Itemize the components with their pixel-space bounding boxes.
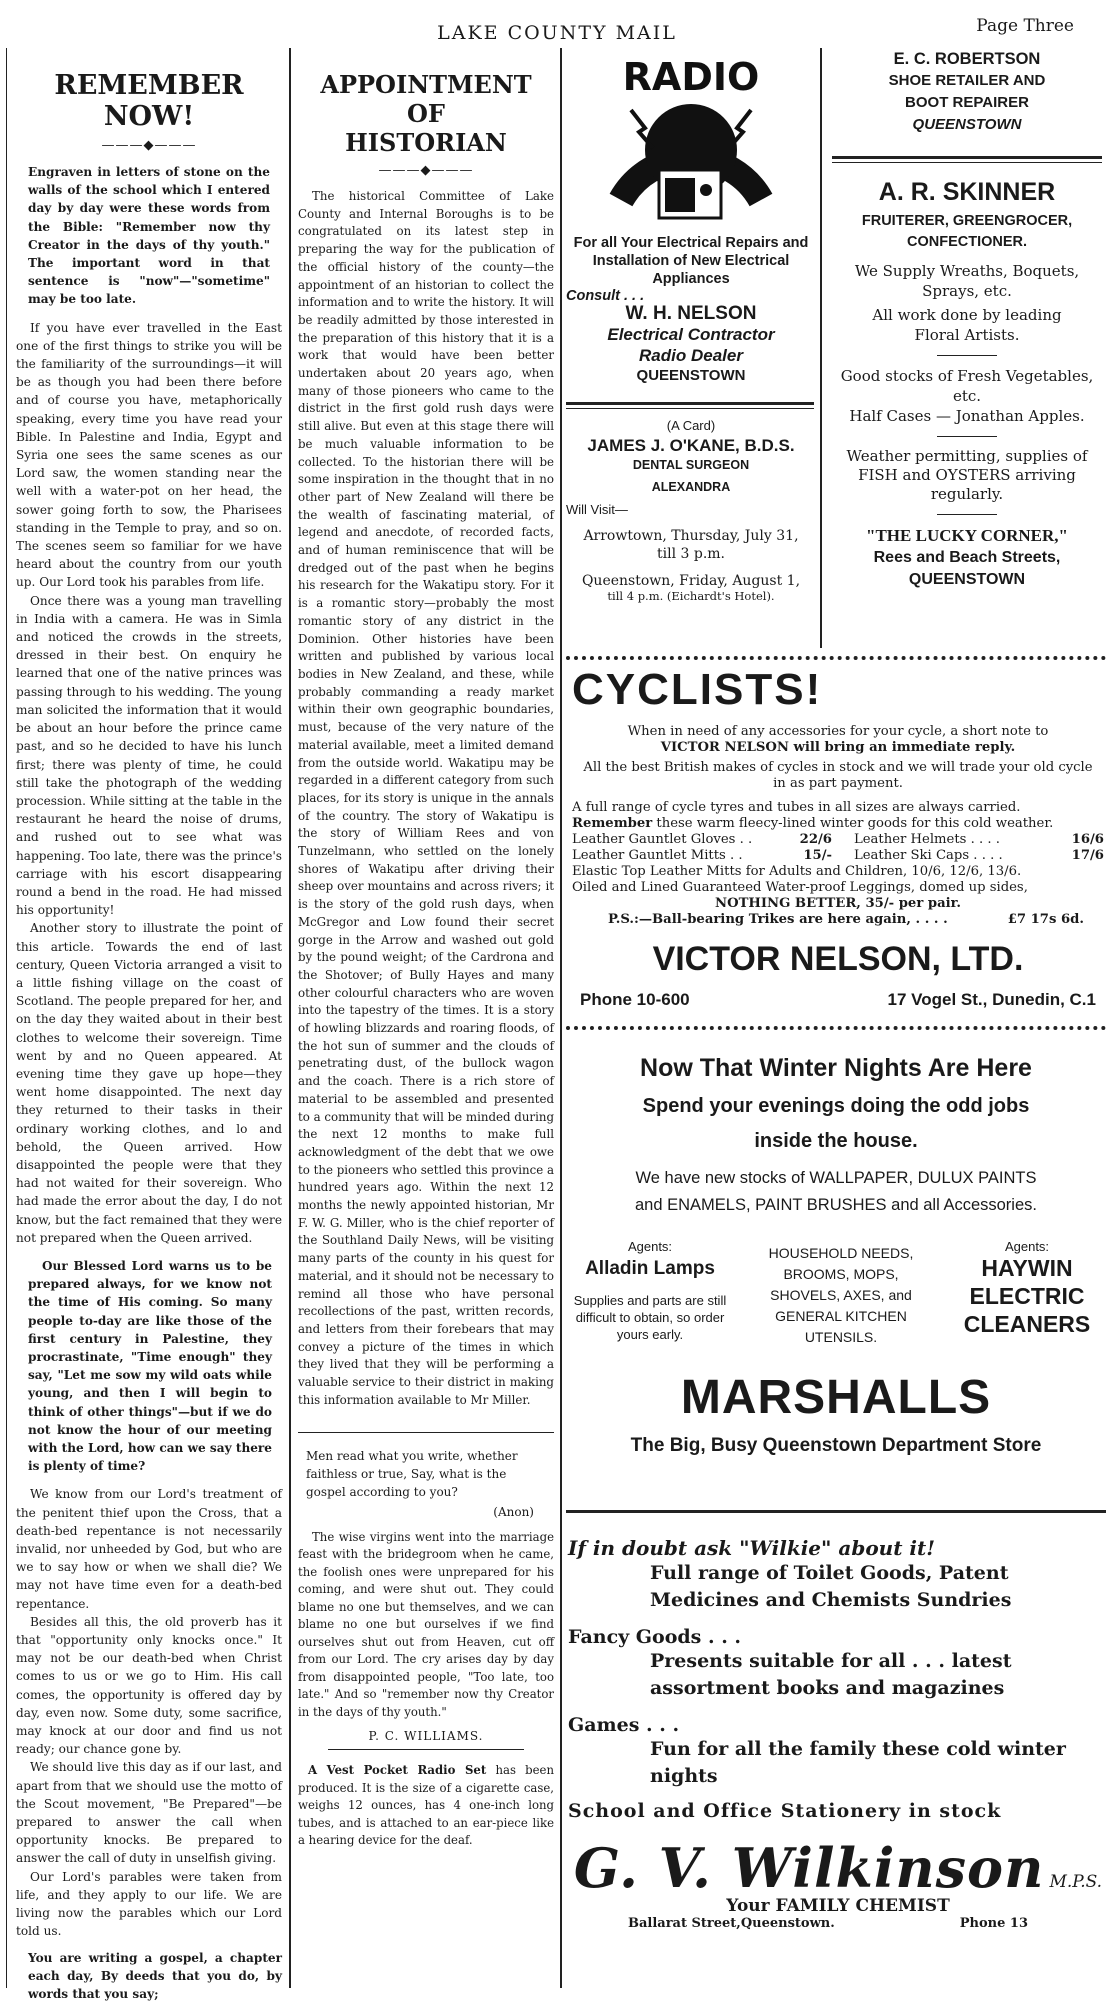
marshalls-headline: Now That Winter Nights Are Here xyxy=(566,1054,1106,1083)
wilkie-line: Presents suitable for all . . . latest assortment books and magazines xyxy=(650,1648,1108,1702)
poem: Men read what you write, whether faithless or true, Say, what is the gospel according to you? xyxy=(298,1447,554,1501)
skinner-work: All work done by leading Floral Artists. xyxy=(826,305,1108,345)
divider xyxy=(328,1749,524,1750)
marshalls-stocks: and ENAMELS, PAINT BRUSHES and all Accessories. xyxy=(566,1196,1106,1215)
haywin-block xyxy=(952,1239,1102,1348)
wilkie-line: Fun for all the family these cold winter nights xyxy=(650,1736,1108,1790)
ad-line: SHOE RETAILER AND xyxy=(826,70,1108,92)
marshalls-name: MARSHALLS xyxy=(566,1370,1106,1425)
article-body xyxy=(16,319,282,1247)
dentist-town: ALEXANDRA xyxy=(566,480,816,494)
paragraph: Our Lord's parables were taken from life, and they apply to our life. We are living now the parables which our Lord told us. xyxy=(16,1868,282,1941)
wilkie-heading: Games . . . xyxy=(568,1714,1108,1736)
wilkie-heading: Fancy Goods . . . xyxy=(568,1626,1108,1648)
paragraph: If you have ever travelled in the East one of the first things to strike you will be the familiarity of the surroundings—it will be as though you had been there before and of course you have, metaphorically speaking, every time you have read your Bible. In Palestine and India, Egypt and Syria one sees the same scenes as our Lord saw, the women standing near the well with a water-pot on her head, the sower going forth to sow, the Pharisees standing in the Temple to pray, and so on. The scenes seem so familiar for we have heard about the country from our youth up. Our Lord took his parables from life. xyxy=(16,319,282,592)
paragraph: Once there was a young man travelling in India with a camera. He was in Simla and noticed the crowds in the streets, dressed in their best. On enquiry he learned that one of the native princes was passing through to his wedding. The young man solicited the information that it would be about an hour before the prince came past, and so he decided to have his lunch first; there was plenty of time, he could still take the photograph of the wedding procession. While sitting at the table in the restaurant he heard the noise of drums, and rushed out to see what was happening. Too late, there was the prince's carriage with his escort disappearing round a bend in the road. He had missed his opportunity! xyxy=(16,592,282,920)
article-body-continued xyxy=(16,1485,282,1940)
radio-note xyxy=(298,1762,554,1850)
column-rule xyxy=(560,48,562,1988)
dentist-name: JAMES J. O'KANE, B.D.S. xyxy=(566,436,816,456)
wilkie-tagline: Your FAMILY CHEMIST xyxy=(568,1896,1108,1916)
cyclists-text: VICTOR NELSON will bring an immediate reply. xyxy=(572,740,1104,756)
paragraph: We know from our Lord's treatment of the penitent thief upon the Cross, that a death-bed repentance is not necessarily invalid, nor unheeded by God, but who are we to say how or when we shall die? We may not have time even for a death-bed repentance. xyxy=(16,1485,282,1612)
item-price: 15/- xyxy=(803,848,832,864)
ad-line: E. C. ROBERTSON xyxy=(826,48,1108,70)
bold-paragraph: Our Blessed Lord warns us to be prepared always, for we know not the time of His coming. So many people to-day are like those of the first century in Palestine, they procrastinate, "Time enough" they say, "Let me sow my wild oats while young, and then I will begin to think of other things"—but if we do not know the hour of our meeting with the Lord, how can we say there is plenty of time? xyxy=(28,1257,272,1475)
divider xyxy=(566,1510,1106,1513)
virgins-paragraph xyxy=(298,1529,554,1722)
agents-label: Agents: xyxy=(570,1239,730,1254)
cyclists-nothing: NOTHING BETTER, 35/- per pair. xyxy=(572,896,1104,912)
cyclists-remember xyxy=(572,816,1104,832)
haywin-name: CLEANERS xyxy=(952,1310,1102,1338)
cyclists-ps xyxy=(572,912,1104,928)
price-list xyxy=(572,832,1104,864)
article-title xyxy=(298,70,554,157)
cyclists-title: CYCLISTS! xyxy=(572,664,1104,716)
dotted-divider xyxy=(566,656,1106,660)
paragraph: The historical Committee of Lake County and Internal Boroughs is to be congratulated on its latest step in preparing the way for the publication of the official history of the county—the appointment of an historian to collect the information and to write the history. It will be readily admitted by those interested in the preparation of this history that it is a work that would have been better undertaken about 20 years ago, when many of those pioneers who came to the district in the first gold rush days were still alive. But even at this stage there will be much valuable information to be collected. To the historian there will be some inspiration in the thought that in no other part of New Zealand will there be the wealth of fascinating material, of legend and anecdote, of recorded facts, and of human reminiscence that will be dredged out of the past when he begins his research for the Wakatipu story. For it is a romantic story—probably the most romantic story of any district in the Dominion. Other histories have been written and published by various local bodies in New Zealand, and these, while probably commanding a ready market within their own geographic boundaries, must, because of the very nature of the material available, meet a limited demand from the outside world. Wakatipu may be regarded in a different category from such places, for its story is unique in the annals of the country. The story of Wakatipu is the story of William Rees and von Tunzelmann, who settled on the lonely shores of Wakatipu after driving their sheep over mountains and across rivers; it is the story of the gold rush days, when McGregor and Low found their secret gorge in the Arrow and washed out gold by the pound weight; of the Cardrona and the Shotover; of Bully Hayes and many other colourful characters who are woven into the tapestry of the times. It is a story of howling blizzards and roaring floods, of the hot sun of summer and the clouds of penetrating dust, of the bullock wagon and the coach. There is a rich store of material to be assembled and presented to a community that will be minded during the next 12 months to make full acknowledgment of the debt that we owe to the pioneers who settled this province a hundred years ago. Within the next 12 months the newly appointed historian, Mr F. W. G. Miller, who is the chief reporter of the Southland Daily News, will be visiting many parts of the county in his quest for material, and it should not be necessary to remind all those who have personal recollections of the past, written records, and letters from their forebears that may convey a picture of the times in which they lived that they will be performing a valuable service to their district in making this information available to Mr Miller. xyxy=(298,188,554,1410)
radio-knob xyxy=(700,184,712,196)
cyclists-tyres: A full range of cycle tyres and tubes in all sizes are always carried. xyxy=(572,800,1104,816)
ornament-divider: ———◆——— xyxy=(16,138,282,153)
dentist-role: DENTAL SURGEON xyxy=(566,458,816,472)
contractor-name: W. H. NELSON xyxy=(566,304,816,324)
company-contact xyxy=(572,990,1104,1010)
cyclists-text: When in need of any accessories for your cycle, a short note to xyxy=(572,724,1104,740)
column-rule xyxy=(289,48,291,1988)
radio-ad xyxy=(566,48,816,393)
contractor-title: Electrical Contractor xyxy=(566,324,816,345)
haywin-name: ELECTRIC xyxy=(952,1282,1102,1310)
item-name: Leather Ski Caps . . . . xyxy=(854,848,1003,864)
item-price: 22/6 xyxy=(800,832,832,848)
robertson-ad xyxy=(826,48,1108,148)
column-rule xyxy=(6,48,7,1988)
remember-now-article xyxy=(16,70,282,1990)
marshalls-ad xyxy=(566,1040,1106,1500)
consult-label: Consult . . . xyxy=(566,288,816,304)
marshalls-sub: inside the house. xyxy=(566,1130,1106,1153)
item-price: 16/6 xyxy=(1072,832,1104,848)
item-price: 17/6 xyxy=(1072,848,1104,864)
contractor-title: Radio Dealer xyxy=(566,345,816,366)
company-address: 17 Vogel St., Dunedin, C.1 xyxy=(888,990,1096,1010)
paragraph: Another story to illustrate the point of this article. Towards the end of last century, Queen Victoria arranged a visit to a little fishing village on the coast of Scotland. The people prepared for her, and on the day they waited about in their best clothes to welcome their sovereign. Time went by and no Queen appeared. At evening time they gave up hope—they went home disappointed. The next day they returned to their tasks in their ordinary working clothes, and lo and behold, the Queen arrived. How disappointed the people were that they had not waited for their sovereign. Who had made the error about the day, I do not know, but the fact remained that they were not prepared when the Queen arrived. xyxy=(16,919,282,1247)
article-intro: Engraven in letters of stone on the walls of the school which I entered day by day were these words from the Bible: "Remember now thy Creator in the days of thy youth." The important word in that sentence is "now"—"sometime" may be too late. xyxy=(28,163,270,309)
contractor-town: QUEENSTOWN xyxy=(566,366,816,386)
divider xyxy=(832,162,1102,163)
visit-queenstown-time: till 4 p.m. (Eichardt's Hotel). xyxy=(566,589,816,603)
household-block: HOUSEHOLD NEEDS, BROOMS, MOPS, SHOVELS, AXES, and GENERAL KITCHEN UTENSILS. xyxy=(756,1239,926,1348)
ps-text: P.S.:—Ball-bearing Trikes are here again, . . . . xyxy=(608,912,948,928)
item-name: Leather Helmets . . . . xyxy=(854,832,1000,848)
remember-label: Remember xyxy=(572,816,652,831)
paragraph: The wise virgins went into the marriage feast with the bridegroom when he came, the foolish ones were unprepared for his coming, and were shut out. They could blame no one but themselves, and we can blame no one but ourselves if we find ourselves shut out from Heaven, cut off from our Lord. The cry arises day by day from disappointed people, "Too late, too late." And so "remember now thy Creator in the days of thy youth." xyxy=(298,1529,554,1722)
author-signature: P. C. WILLIAMS. xyxy=(298,1729,554,1743)
skinner-name: A. R. SKINNER xyxy=(826,178,1108,207)
company-name: VICTOR NELSON, LTD. xyxy=(572,940,1104,978)
skinner-ad xyxy=(826,178,1108,638)
radio-word: RADIO xyxy=(623,55,760,99)
radio-note-lead: A Vest Pocket Radio Set xyxy=(308,1763,486,1777)
divider xyxy=(937,514,997,515)
closing-verse: You are writing a gospel, a chapter each day, By deeds that you do, by words that you say; xyxy=(16,1949,282,2003)
skinner-trade: FRUITERER, GREENGROCER, CONFECTIONER. xyxy=(826,211,1108,253)
article-title: REMEMBER NOW! xyxy=(16,70,282,132)
price-row xyxy=(572,848,1104,864)
title-line: HISTORIAN xyxy=(298,128,554,157)
visit-label: Will Visit— xyxy=(566,502,816,517)
visit-queenstown: Queenstown, Friday, August 1, xyxy=(566,573,816,589)
skinner-town: QUEENSTOWN xyxy=(826,569,1108,591)
cyclists-line xyxy=(572,724,1104,756)
visit-arrowtown: Arrowtown, Thursday, July 31, till 3 p.m. xyxy=(566,527,816,563)
cyclists-leggings: Oiled and Lined Guaranteed Water-proof Leggings, domed up sides, xyxy=(572,880,1104,896)
paragraph: We should live this day as if our last, and apart from that we should use the motto of the Scout movement, "Be Prepared"—be prepared to answer the call when opportunity knocks. Be prepared to answer the call of duty in unselfish giving. xyxy=(16,1758,282,1867)
title-line: APPOINTMENT OF xyxy=(298,70,554,128)
divider xyxy=(566,402,814,405)
agents-row xyxy=(566,1239,1106,1348)
divider xyxy=(832,156,1102,159)
wilkie-lead: If in doubt ask "Wilkie" about it! xyxy=(568,1536,1108,1560)
poem-attribution: (Anon) xyxy=(298,1505,534,1519)
divider xyxy=(298,1432,554,1433)
dental-card xyxy=(566,418,816,643)
ornament-divider: ———◆——— xyxy=(298,163,554,178)
skinner-stocks: Good stocks of Fresh Vegetables, etc. xyxy=(826,366,1108,406)
page-number: Page Three xyxy=(976,16,1074,36)
skinner-corner: "THE LUCKY CORNER," xyxy=(826,525,1108,547)
card-label: (A Card) xyxy=(566,418,816,433)
alladin-name: Alladin Lamps xyxy=(570,1258,730,1280)
ps-price: £7 17s 6d. xyxy=(1008,912,1084,928)
alladin-note: Supplies and parts are still difficult to obtain, so order yours early. xyxy=(570,1292,730,1343)
item-name: Leather Gauntlet Mitts . . xyxy=(572,848,743,864)
wilkie-contact xyxy=(568,1916,1108,1931)
alladin-block xyxy=(570,1239,730,1348)
wilkie-signature: G. V. Wilkinson xyxy=(574,1836,1044,1900)
marshalls-tagline: The Big, Busy Queenstown Department Store xyxy=(566,1435,1106,1457)
radio-graphic xyxy=(601,50,781,230)
paragraph: Besides all this, the old proverb has it that "opportunity only knocks once." It may not be our death-bed when Christ comes to us or we go to Him. His call comes, the opportunity is offered day by day, even now. Some duty, some sacrifice, may knock at our door and find us not ready; our chance gone by. xyxy=(16,1613,282,1759)
article-body xyxy=(298,188,554,1410)
haywin-name: HAYWIN xyxy=(952,1254,1102,1282)
historian-article xyxy=(298,70,554,1990)
divider xyxy=(937,436,997,437)
wilkie-line: Full range of Toilet Goods, Patent Medicines and Chemists Sundries xyxy=(650,1560,1108,1614)
radio-ad-line: For all Your Electrical Repairs and Installation of New Electrical Appliances xyxy=(566,234,816,288)
skinner-fish: Weather permitting, supplies of FISH and OYSTERS arriving regularly. xyxy=(826,447,1108,504)
ad-line: QUEENSTOWN xyxy=(826,114,1108,136)
wilkie-signature-row xyxy=(568,1836,1108,1900)
wilkie-mps: M.P.S. xyxy=(1049,1872,1102,1892)
wilkie-address: Ballarat Street,Queenstown. xyxy=(628,1916,835,1931)
marshalls-stocks: We have new stocks of WALLPAPER, DULUX PAINTS xyxy=(566,1169,1106,1188)
agents-label: Agents: xyxy=(952,1239,1102,1254)
page-header xyxy=(0,0,1114,44)
divider xyxy=(566,408,814,409)
remember-text: these warm fleecy-lined winter goods for this cold weather. xyxy=(656,816,1053,831)
divider xyxy=(937,355,997,356)
marshalls-sub: Spend your evenings doing the odd jobs xyxy=(566,1095,1106,1118)
wilkinson-ad xyxy=(568,1536,1108,1996)
cyclists-ad xyxy=(572,664,1104,1004)
dotted-divider xyxy=(566,1026,1106,1030)
skinner-supply: We Supply Wreaths, Boquets, Sprays, etc. xyxy=(826,261,1108,301)
wilkie-school: School and Office Stationery in stock xyxy=(568,1800,1108,1822)
column-rule xyxy=(820,48,822,648)
item-name: Leather Gauntlet Gloves . . xyxy=(572,832,752,848)
lightning-bolt xyxy=(729,110,751,148)
cyclists-mitts: Elastic Top Leather Mitts for Adults and Children, 10/6, 12/6, 13/6. xyxy=(572,864,1104,880)
radio-ad-consult xyxy=(566,288,816,386)
wilkie-phone: Phone 13 xyxy=(960,1916,1028,1931)
cyclists-trade: All the best British makes of cycles in stock and we will trade your old cycle in as part payment. xyxy=(572,760,1104,792)
masthead: LAKE COUNTY MAIL xyxy=(0,22,1114,44)
skinner-streets: Rees and Beach Streets, xyxy=(826,547,1108,569)
ad-line: BOOT REPAIRER xyxy=(826,92,1108,114)
radio-note-text: has been produced. It is the size of a cigarette case, weighs 12 ounces, has 4 one-inch long tubes, and is attached to an ear-piece like a hearing device for the deaf. xyxy=(298,1763,554,1847)
skinner-apples: Half Cases — Jonathan Apples. xyxy=(826,406,1108,426)
radio-set-front xyxy=(665,178,695,212)
lightning-bolt xyxy=(631,110,653,148)
company-phone: Phone 10-600 xyxy=(580,990,690,1010)
price-row xyxy=(572,832,1104,848)
